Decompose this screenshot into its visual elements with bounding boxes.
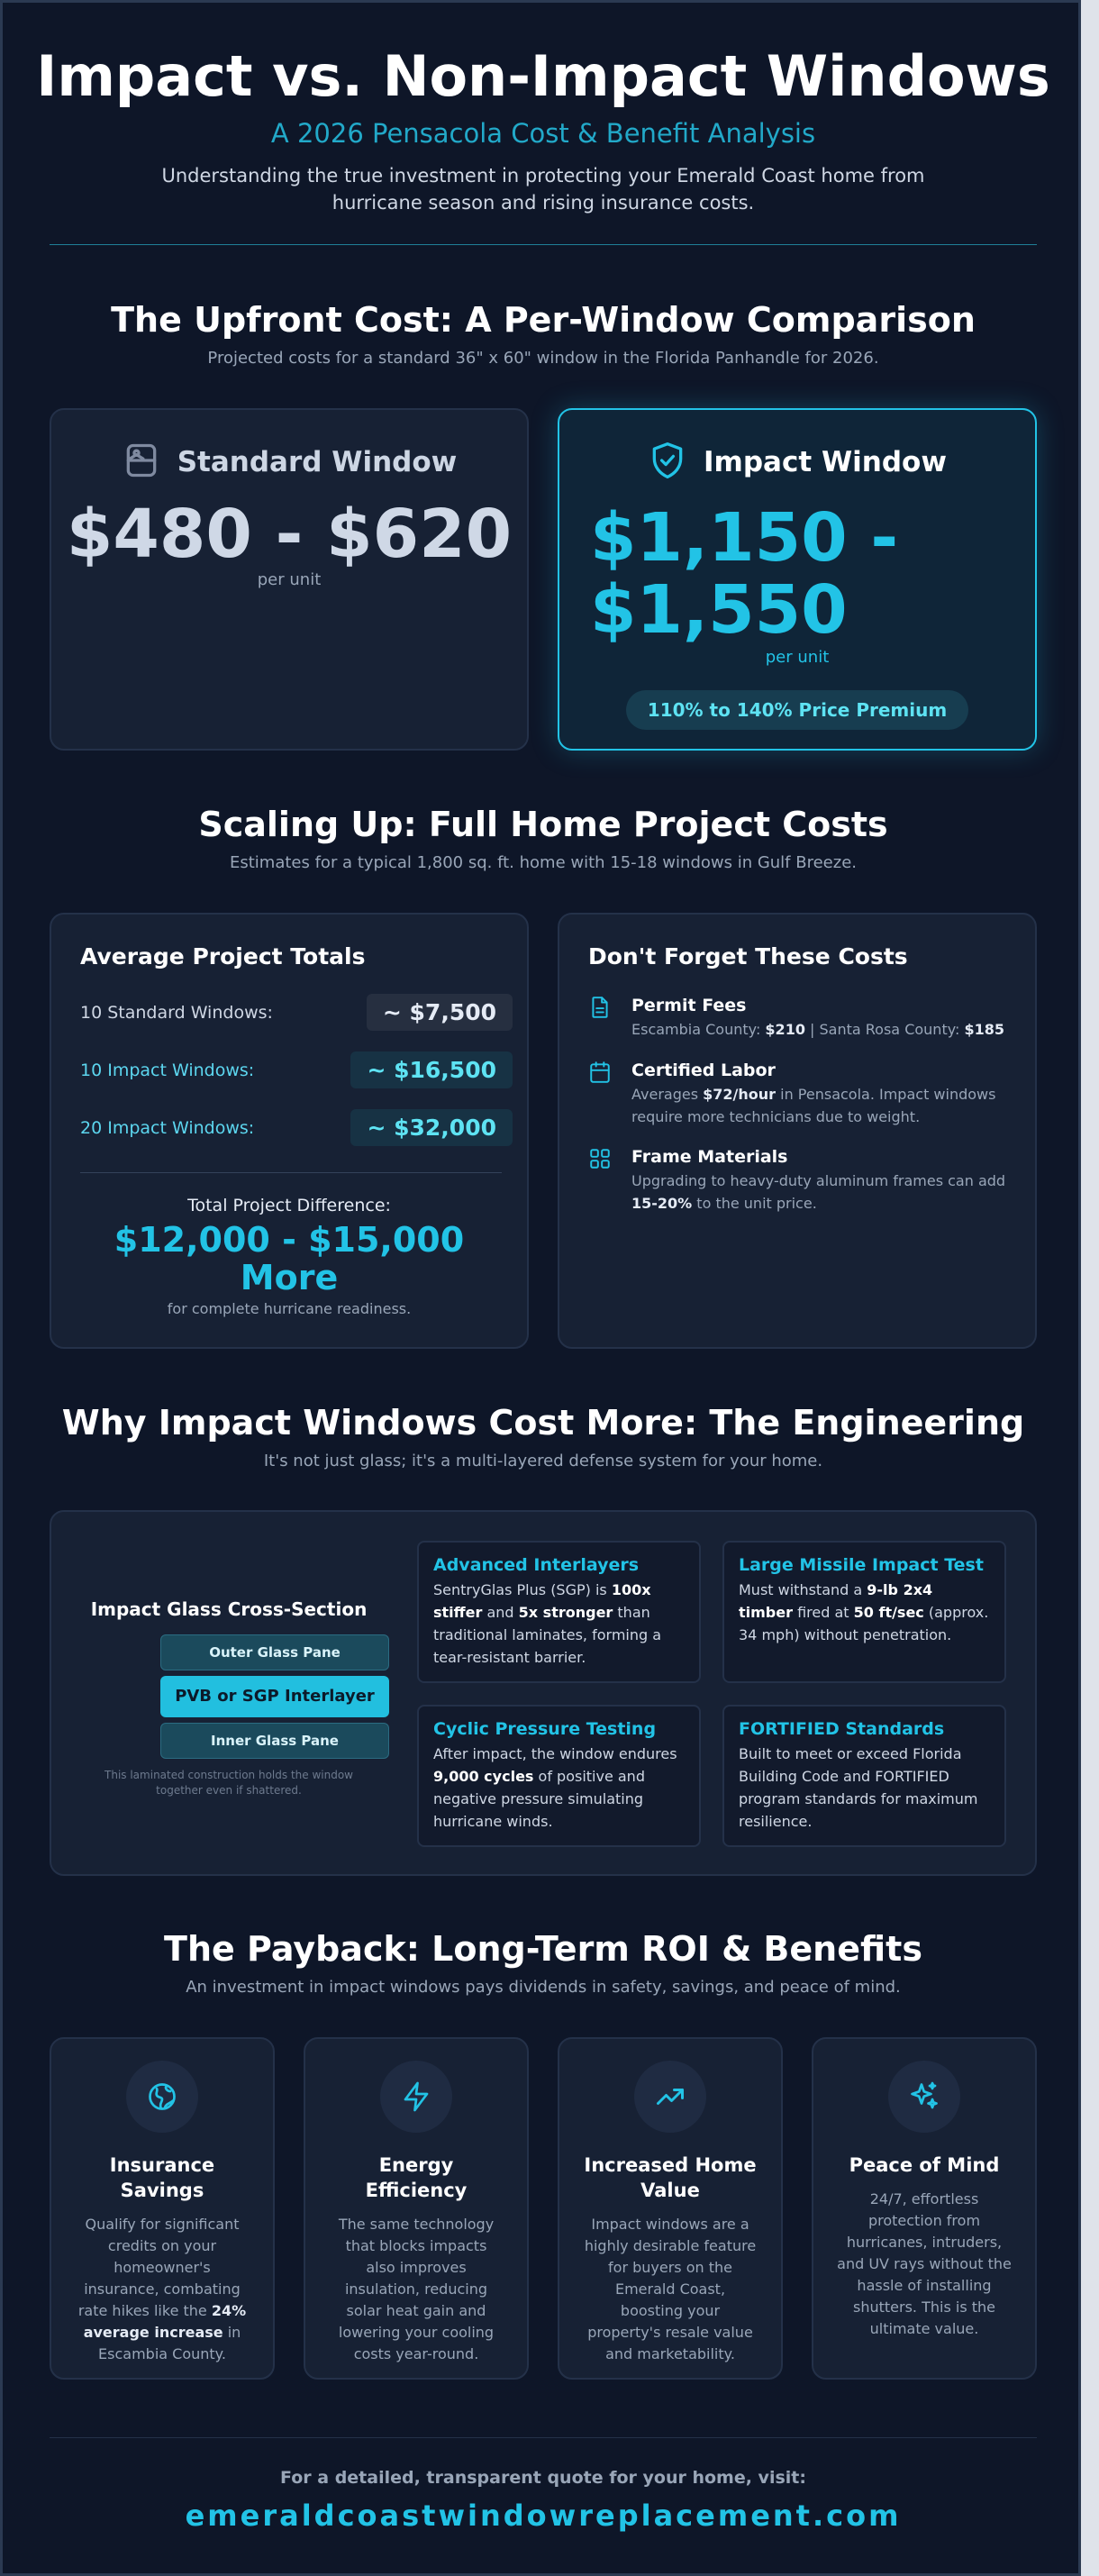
impact-window-price-line1: $1,150 - <box>590 499 899 577</box>
benefit-energy: Energy Efficiency The same technology that blocks impacts also improves insulation, reducing solar heat gain and lowering your cooling costs year-round. <box>304 2037 529 2380</box>
hero-description: Understanding the true investment in protecting your Emerald Coast home from hurricane season and rising insurance costs. <box>161 165 925 214</box>
standard-window-price: $480 - $620 <box>66 496 513 573</box>
cost-item-labor: Certified Labor Averages $72/hour in Pensacola. Impact windows require more technicians due to weight. <box>588 1060 1021 1128</box>
impact-window-price-line2: $1,550 <box>590 571 848 649</box>
impact-per-unit: per unit <box>765 648 830 667</box>
trending-up-icon <box>634 2061 706 2133</box>
engineering-title: Why Impact Windows Cost More: The Engineering <box>61 1403 1025 1443</box>
total-row: 10 Impact Windows: ~ $16,500 <box>80 1051 513 1088</box>
price-premium-badge: 110% to 140% Price Premium <box>626 690 968 730</box>
scaling-subtitle: Estimates for a typical 1,800 sq. ft. home with 15-18 windows in Gulf Breeze. <box>229 853 857 872</box>
cost-item-frame: Frame Materials Upgrading to heavy-duty aluminum frames can add 15-20% to the unit price. <box>588 1147 1021 1215</box>
total-row: 20 Impact Windows: ~ $32,000 <box>80 1109 513 1146</box>
payback-subtitle: An investment in impact windows pays dividends in safety, savings, and peace of mind. <box>186 1978 901 1997</box>
impact-window-card <box>558 408 1037 751</box>
engineering-subtitle: It's not just glass; it's a multi-layered defense system for your home. <box>263 1452 823 1470</box>
benefit-home-value: Increased Home Value Impact windows are a highly desirable feature for buyers on the Emerald Coast, boosting your property's resale value and marketability. <box>558 2037 783 2380</box>
hero-section <box>3 43 1084 216</box>
extra-costs-heading: Don't Forget These Costs <box>588 943 908 969</box>
document-icon <box>588 996 612 1041</box>
cross-section-title: Impact Glass Cross-Section <box>90 1598 368 1620</box>
calendar-icon <box>588 1060 612 1128</box>
difference-label: Total Project Difference: <box>187 1196 391 1215</box>
sparkles-icon <box>888 2061 960 2133</box>
standard-per-unit: per unit <box>257 570 322 589</box>
upfront-subtitle: Projected costs for a standard 36" x 60" window in the Florida Panhandle for 2026. <box>207 349 879 368</box>
footer-url-link[interactable]: emeraldcoastwindowreplacement.com <box>185 2499 902 2533</box>
eng-box-cyclic-pressure: Cyclic Pressure Testing After impact, the window endures 9,000 cycles of positive and negative pressure simulating hurricane winds. <box>417 1705 701 1847</box>
standard-window-name: Standard Window <box>177 446 458 478</box>
difference-value-line1: $12,000 - $15,000 <box>114 1220 465 1260</box>
globe-icon <box>126 2061 198 2133</box>
hero-subtitle: A 2026 Pensacola Cost & Benefit Analysis <box>270 118 816 149</box>
eng-box-fortified: FORTIFIED Standards Built to meet or exceed Florida Building Code and FORTIFIED program standards for maximum resilience. <box>722 1705 1006 1847</box>
difference-note: for complete hurricane readiness. <box>167 1300 412 1317</box>
totals-divider <box>80 1172 502 1173</box>
benefit-insurance: Insurance Savings Qualify for significant credits on your homeowner's insurance, combating rate hikes like the 24% average increase in Escambia County. <box>50 2037 275 2380</box>
hero-divider <box>50 244 1037 245</box>
interlayer-pane: PVB or SGP Interlayer <box>160 1676 389 1717</box>
project-totals-heading: Average Project Totals <box>80 943 366 969</box>
lightning-icon <box>380 2061 452 2133</box>
grid-icon <box>588 1147 612 1215</box>
hero-title: Impact vs. Non-Impact Windows <box>36 43 1050 109</box>
project-totals-card <box>50 913 529 1349</box>
window-icon <box>122 441 161 484</box>
outer-glass-pane: Outer Glass Pane <box>160 1634 389 1670</box>
engineering-card <box>50 1510 1037 1876</box>
extra-costs-card <box>558 913 1037 1349</box>
impact-window-name: Impact Window <box>704 446 947 478</box>
eng-box-interlayers: Advanced Interlayers SentryGlas Plus (SGP) is 100x stiffer and 5x stronger than traditional laminates, forming a tear-resistant barrier. <box>417 1541 701 1683</box>
benefit-peace-of-mind: Peace of Mind 24/7, effortless protection from hurricanes, intruders, and UV rays without the hassle of installing shutters. This is the ultimate value. <box>812 2037 1037 2380</box>
footer-divider <box>50 2437 1037 2438</box>
cost-item-permit: Permit Fees Escambia County: $210 | Santa Rosa County: $185 <box>588 996 1021 1041</box>
difference-value-line2: More <box>240 1258 339 1297</box>
cross-section-note: This laminated construction holds the window together even if shattered. <box>104 1769 353 1797</box>
scaling-title: Scaling Up: Full Home Project Costs <box>198 805 888 844</box>
eng-box-missile-test: Large Missile Impact Test Must withstand a 9-lb 2x4 timber fired at 50 ft/sec (approx. 34 mph) without penetration. <box>722 1541 1006 1683</box>
total-row: 10 Standard Windows: ~ $7,500 <box>80 994 513 1031</box>
shield-check-icon <box>648 441 687 484</box>
footer-cta: For a detailed, transparent quote for your home, visit: <box>280 2468 806 2488</box>
upfront-title: The Upfront Cost: A Per-Window Comparison <box>111 300 976 340</box>
payback-title: The Payback: Long-Term ROI & Benefits <box>164 1929 922 1969</box>
inner-glass-pane: Inner Glass Pane <box>160 1723 389 1759</box>
standard-window-card <box>50 408 529 751</box>
